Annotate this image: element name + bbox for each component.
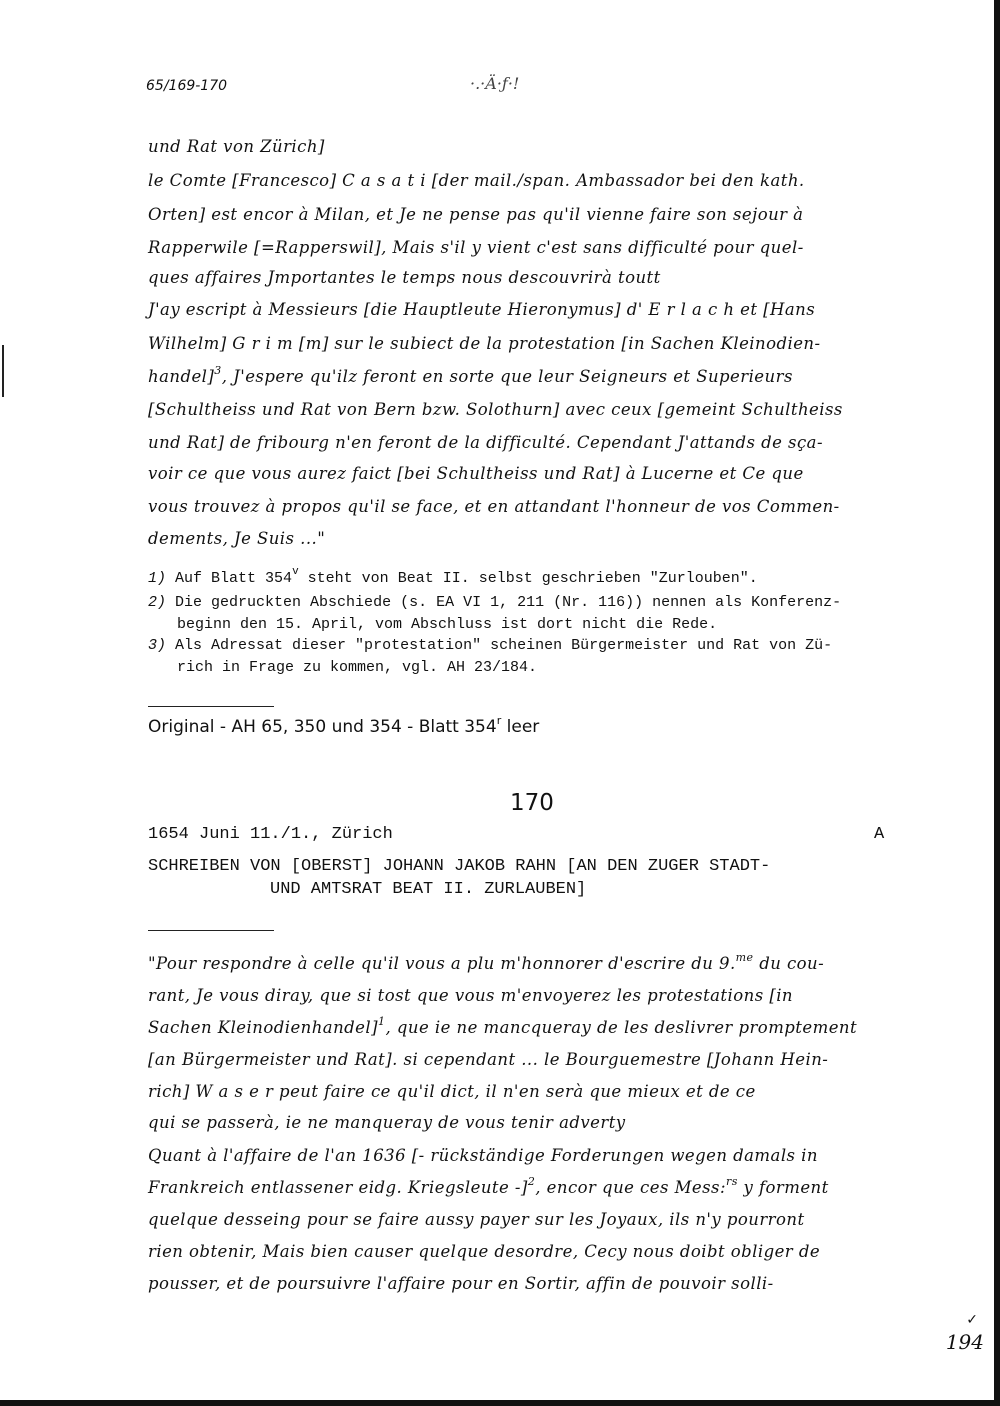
letter-line: Wilhelm] G r i m [m] sur le subiect de la protestation [in Sachen Kleinodien- bbox=[148, 334, 821, 353]
letter-line: quelque desseing pour se faire aussy payer sur les Joyaux, ils n'y pourront bbox=[148, 1210, 805, 1229]
letter-line: [Schultheiss und Rat von Bern bzw. Solothurn] avec ceux [gemeint Schultheiss bbox=[148, 400, 843, 419]
letter-line: dements, Je Suis ..." bbox=[148, 529, 326, 548]
footnote-number: 2) bbox=[148, 594, 167, 611]
letter-line: rien obtenir, Mais bien causer quelque desordre, Cecy nous doibt obliger de bbox=[148, 1242, 821, 1261]
original-sup: r bbox=[496, 714, 502, 727]
footnote-text: Auf Blatt 354 bbox=[175, 570, 293, 587]
letter-line: Quant à l'affaire de l'an 1636 [- rückständige Forderungen wegen damals in bbox=[148, 1146, 818, 1165]
divider-rule bbox=[148, 930, 274, 931]
superscript: rs bbox=[725, 1175, 738, 1188]
letter-line-part: handel] bbox=[148, 367, 215, 386]
letter-line: qui se passerà, ie ne manqueray de vous tenir adverty bbox=[148, 1113, 626, 1132]
letter-line: und Rat von Zürich] bbox=[148, 137, 325, 156]
letter-line: ques affaires Jmportantes le temps nous descouvrirà toutt bbox=[148, 268, 661, 287]
footnote-text: steht von Beat II. selbst geschrieben "Zurlouben". bbox=[298, 570, 758, 587]
letter-line: rich] W a s e r peut faire ce qu'il dict, il n'en serà que mieux et de ce bbox=[148, 1082, 756, 1101]
letter-line-part: "Pour respondre à celle qu'il vous a plu m'honnorer d'escrire du 9. bbox=[148, 954, 736, 973]
letter-line: Orten] est encor à Milan, et Je ne pense pas qu'il vienne faire son sejour à bbox=[148, 205, 804, 224]
letter-line: pousser, et de poursuivre l'affaire pour en Sortir, affin de pouvoir solli- bbox=[148, 1274, 774, 1293]
footnote-1 bbox=[148, 566, 758, 587]
page-reference: 65/169-170 bbox=[146, 78, 228, 94]
letter-line: voir ce que vous aurez faict [bei Schultheiss und Rat] à Lucerne et Ce que bbox=[148, 464, 804, 483]
letter-line-part: Sachen Kleinodienhandel] bbox=[148, 1018, 379, 1037]
letter-line bbox=[148, 1175, 829, 1197]
footnote-text: Als Adressat dieser "protestation" scheinen Bürgermeister und Rat von Zü- bbox=[175, 637, 833, 654]
document-date-place: 1654 Juni 11./1., Zürich bbox=[148, 825, 393, 844]
letter-line bbox=[148, 364, 793, 386]
letter-line-part: , encor que ces Mess: bbox=[535, 1178, 726, 1197]
footnote-3-cont: rich in Frage zu kommen, vgl. AH 23/184. bbox=[177, 659, 538, 676]
header-smudge: ·.·Ä·ƒ·! bbox=[470, 74, 520, 93]
letter-line: J'ay escript à Messieurs [die Hauptleute Hieronymus] d' E r l a c h et [Hans bbox=[148, 300, 816, 319]
footnote-2-cont: beginn den 15. April, vom Abschluss ist dort nicht die Rede. bbox=[177, 616, 718, 633]
footnote-text: Die gedruckten Abschiede (s. EA VI 1, 211 (Nr. 116)) nennen als Konferenz- bbox=[175, 594, 842, 611]
footnote-2 bbox=[148, 594, 841, 611]
letter-line-part: , que ie ne mancqueray de les deslivrer promptement bbox=[385, 1018, 858, 1037]
letter-line: rant, Je vous diray, que si tost que vous m'envoyerez les protestations [in bbox=[148, 986, 794, 1005]
original-source-line bbox=[148, 714, 540, 737]
letter-line: le Comte [Francesco] C a s a t i [der mail./span. Ambassador bei den kath. bbox=[148, 171, 805, 190]
letter-line: Rapperwile [=Rapperswil], Mais s'il y vient c'est sans difficulté pour quel- bbox=[148, 238, 804, 257]
letter-line-part: Frankreich entlassener eidg. Kriegsleute -] bbox=[148, 1178, 528, 1197]
letter-line-part: y forment bbox=[737, 1178, 829, 1197]
footnote-ref: 1 bbox=[378, 1015, 386, 1028]
footnote-ref: 3 bbox=[214, 364, 222, 377]
document-title-line2: UND AMTSRAT BEAT II. ZURLAUBEN] bbox=[270, 880, 587, 899]
margin-bracket-mark bbox=[2, 345, 10, 397]
document-title-line1: SCHREIBEN VON [OBERST] JOHANN JAKOB RAHN [AN DEN ZUGER STADT- bbox=[148, 857, 771, 876]
original-after: leer bbox=[501, 717, 540, 737]
letter-line-part: , J'espere qu'ilz feront en sorte que leur Seigneurs et Superieurs bbox=[221, 367, 793, 386]
letter-line: vous trouvez à propos qu'il se face, et en attandant l'honneur de vos Commen- bbox=[148, 497, 840, 516]
footnote-3 bbox=[148, 637, 832, 654]
footnote-sup: v bbox=[292, 566, 299, 578]
document-label: A bbox=[874, 825, 885, 844]
divider-rule bbox=[148, 706, 274, 707]
original-text: Original - AH 65, 350 und 354 - Blatt 354 bbox=[148, 717, 497, 737]
check-mark-icon: ✓ bbox=[966, 1312, 978, 1328]
letter-line bbox=[148, 1015, 858, 1037]
footnote-ref: 2 bbox=[527, 1175, 536, 1188]
superscript: me bbox=[735, 951, 754, 964]
document-number: 170 bbox=[510, 790, 554, 816]
footnote-number: 3) bbox=[148, 637, 167, 654]
folio-number: 194 bbox=[945, 1330, 984, 1354]
letter-line-part: du cou- bbox=[753, 954, 825, 973]
letter-line bbox=[148, 951, 825, 973]
letter-line: [an Bürgermeister und Rat]. si cependant ... le Bourguemestre [Johann Hein- bbox=[148, 1050, 829, 1069]
footnote-number: 1) bbox=[148, 570, 167, 587]
letter-line: und Rat] de fribourg n'en feront de la difficulté. Cependant J'attands de sça- bbox=[148, 433, 823, 452]
